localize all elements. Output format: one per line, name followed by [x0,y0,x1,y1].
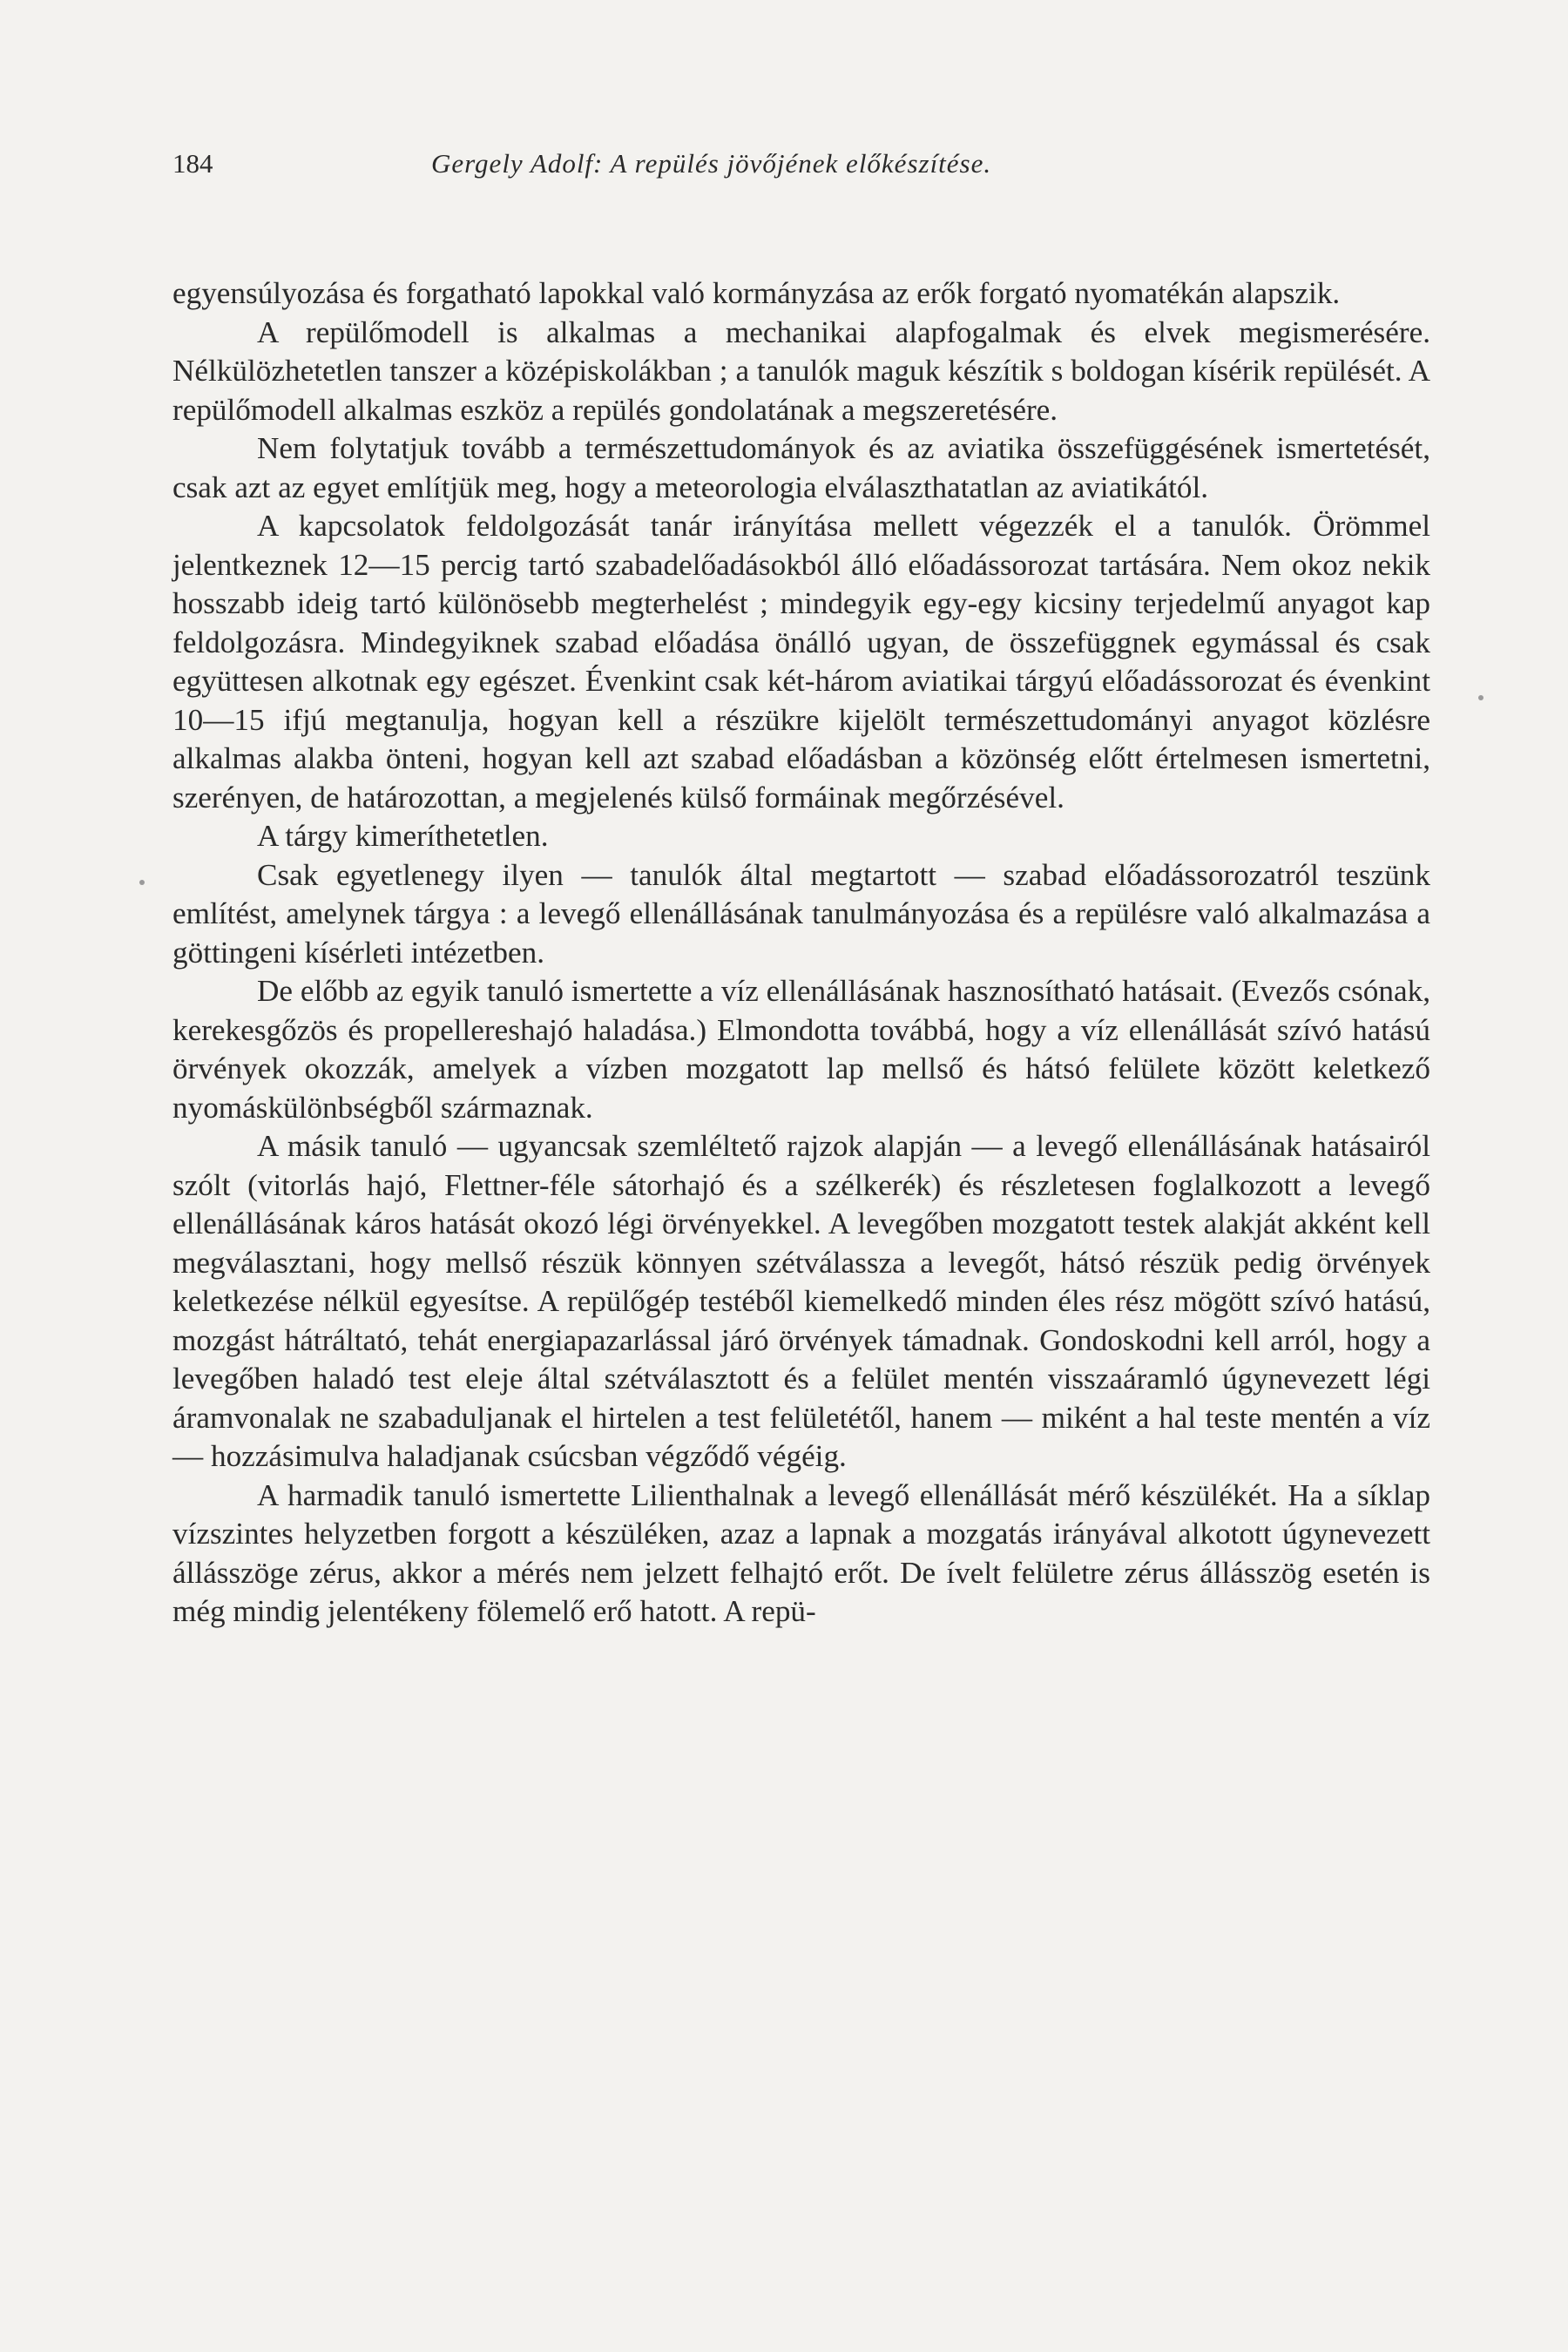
body-text [172,274,1430,1632]
page-number: 184 [172,148,213,179]
paragraph: A tárgy kimeríthetetlen. [257,819,549,853]
paragraph: A másik tanuló — ugyancsak szemléltető rajzok alapján — a levegő ellenállásának hatásairól szólt (vitorlás hajó, Flettner-féle sátorhajó és a szélkerék) és részletesen foglalkozott a levegő ellenállásának káros hatását okozó légi örvényekkel. A levegőben mozgatott testek alakját akként kell megválasztani, hogy mellső részük könnyen szétválassza a levegőt, hátsó részük pedig örvények keletkezése nélkül egyesítse. A repülőgép testéből kiemelkedő minden éles rész mögött szívó hatású, mozgást hátráltató, tehát energiapazarlással járó örvények támadnak. Gondoskodni kell arról, hogy a levegőben haladó test eleje által szétválasztott és a felület mentén visszaáramló úgynevezett légi áramvonalak ne szabaduljanak el hirtelen a test felületétől, hanem — miként a hal teste mentén a víz — hozzásimulva haladjanak csúcsban végződő végéig. [172,1129,1430,1473]
paragraph: A repülőmodell is alkalmas a mechanikai alapfogalmak és elvek megismerésére. Nélkülözhetetlen tanszer a középiskolákban ; a tanulók maguk készítik s boldogan kísérik repülését. A repülőmodell alkalmas eszköz a repülés gondolatának a megszeretésére. [172,314,1430,427]
paragraph: Nem folytatjuk tovább a természettudományok és az aviatika összefüggésének ismertetését, csak azt az egyet említjük meg, hogy a meteorologia elválaszthatatlan az aviatikától. [172,431,1430,504]
paragraph: A kapcsolatok feldolgozását tanár irányítása mellett végezzék el a tanulók. Örömmel jelentkeznek 12—15 percig tartó szabadelőadásokból álló előadássorozat tartására. Nem okoz nekik hosszabb ideig tartó különösebb megterhelést ; mindegyik egy-egy kicsiny terjedelmű anyagot kap feldolgozásra. Mindegyiknek szabad előadása önálló ugyan, de összefüggnek egymással és csak együttesen alkotnak egy egészet. Évenkint csak két-három aviatikai tárgyú előadássorozat és évenkint 10—15 ifjú megtanulja, hogyan kell a részükre kijelölt természettudományi anyagot közlésre alkalmas alakba önteni, hogyan kell azt szabad előadásban a közönség előtt értelmesen ismertetni, szerényen, de határozottan, a megjelenés külső formáinak megőrzésével. [172,509,1430,814]
paragraph: De előbb az egyik tanuló ismertette a víz ellenállásának hasznosítható hatásait. (Evezős csónak, kerekesgőzös és propellereshajó haladása.) Elmondotta továbbá, hogy a víz ellenállását szívó hatású örvények okozzák, amelyek a vízben mozgatott lap mellső és hátsó felülete között keletkező nyomáskülönbségből származnak. [172,974,1430,1125]
paragraph: Csak egyetlenegy ilyen — tanulók által megtartott — szabad előadássorozatról teszünk említést, amelynek tárgya : a levegő ellenállásának tanulmányozása és a repülésre való alkalmazása a göttingeni kísérleti intézetben. [172,857,1430,970]
margin-speck [1478,695,1484,700]
paragraph-continuation: egyensúlyozása és forgatható lapokkal való kormányzása az erők forgató nyomatékán alapszik. [172,276,1341,310]
running-head [172,148,1436,186]
paragraph: A harmadik tanuló ismertette Lilienthalnak a levegő ellenállását mérő készülékét. Ha a síklap vízszintes helyzetben forgott a készüléken, azaz a lapnak a mozgatás irányával alkotott úgynevezett állásszöge zérus, akkor a mérés nem jelzett felhajtó erőt. De ívelt felületre zérus állásszög esetén is még mindig jelentékeny fölemelő erő hatott. A repü- [172,1477,1430,1628]
margin-speck [139,880,145,885]
running-title: Gergely Adolf: A repülés jövőjének előkészítése. [431,148,992,179]
